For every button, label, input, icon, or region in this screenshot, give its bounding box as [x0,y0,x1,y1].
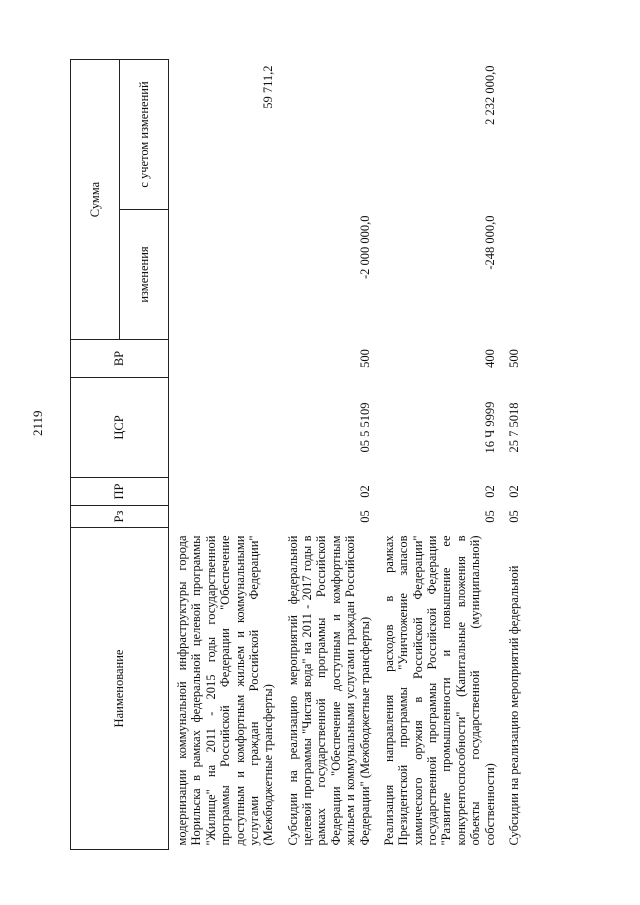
row-rz: 05 [357,510,372,523]
rotated-page [70,60,620,850]
header-pr: ПР [71,478,169,506]
header-total: с учетом изменений [120,60,169,210]
row-pr: 02 [357,485,372,498]
row-total [503,60,527,210]
row-change: -2 000 000,0 [357,215,372,280]
row-name: Субсидии на реализацию мероприятий федеральной целевой программы "Чистая вода" на 2011 - 2017 годы в рамках государственной программы Российской Федерации "Обеспечение доступным и комфортным жильем и коммунальными услугами граждан Российской Федерации" (Межбюджетные трансферты) [285,535,372,846]
header-vr: ВР [71,340,169,378]
row-csr [169,378,282,478]
row-pr: 02 [482,485,497,498]
row-pr: 02 [506,485,521,498]
row-total: 59 711,2 [261,65,276,109]
row-change [169,210,282,340]
table-row [169,60,282,850]
row-csr: 05 5 5109 [357,402,372,453]
row-pr [169,478,282,506]
row-change: -248 000,0 [482,215,497,270]
row-vr [169,340,282,378]
row-name: Реализация направления расходов в рамках Президентской программы "Уничтожение запасов химического оружия в Российской Федерации" государственной программы Российской Федерации "Развитие промышленности и повышение ее конкурентоспособности" (Капитальные вложения в объекты государственной (муниципальной) собственности) [381,535,497,846]
row-name: Субсидии на реализацию мероприятий федеральной [506,565,521,846]
header-change: изменения [120,210,169,340]
row-total [282,60,378,210]
row-csr: 25 7 5018 [506,402,521,453]
header-csr: ЦСР [71,378,169,478]
row-vr: 500 [357,349,372,368]
header-name: Наименование [71,528,169,850]
row-rz [169,506,282,528]
row-rz: 05 [506,510,521,523]
row-vr: 500 [506,349,521,368]
budget-table [70,59,527,850]
header-rz: Рз [71,506,169,528]
row-change [503,210,527,340]
row-vr: 400 [482,349,497,368]
table-row [503,60,527,850]
table-row [378,60,503,850]
row-total: 2 232 000,0 [482,65,497,125]
row-name: модернизации коммунальной инфраструктуры города Норильска в рамках федеральной целевой программы "Жилище" на 2011 - 2015 годы государственной программы Российской Федерации "Обеспечение доступным и комфортным жильем и коммунальными услугами граждан Российской Федерации" (Межбюджетные трансферты) [175,535,276,846]
table-row [282,60,378,850]
page-number: 2119 [30,410,45,436]
header-sum: Сумма [71,60,120,340]
row-csr: 16 Ч 9999 [482,401,497,454]
row-rz: 05 [482,510,497,523]
